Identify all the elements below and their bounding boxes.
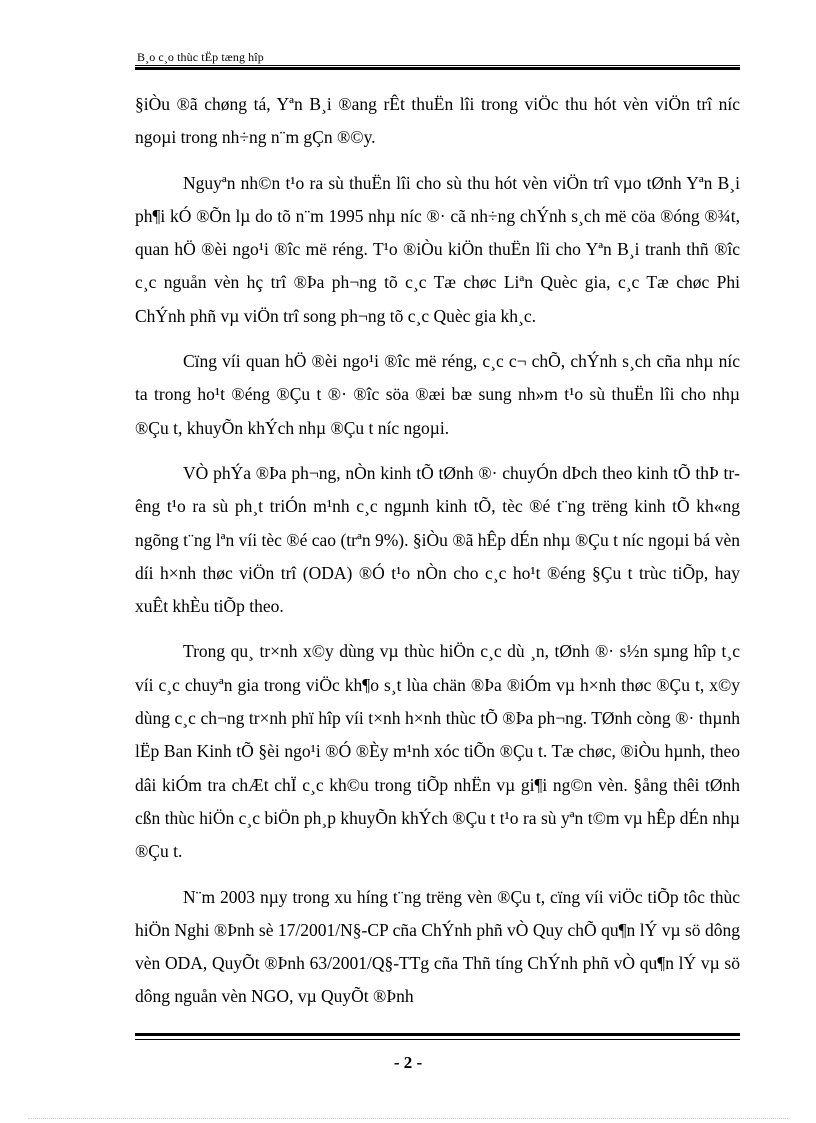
footer-rule-thin bbox=[135, 1039, 740, 1040]
paragraph: §iÒu ®ã chøng tá, Yªn B¸i ®ang rÊt thuËn lîi trong viÖc thu hót vèn viÖn trî níc ngoµi trong nh÷ng n¨m gÇn ®©y. bbox=[135, 94, 740, 148]
running-header: B¸o c¸o thùc tËp tæng hîp bbox=[137, 50, 264, 64]
body-text bbox=[135, 88, 740, 1026]
paragraph: Nguyªn nh©n t¹o ra sù thuËn lîi cho sù thu hót vèn viÖn trî vµo tØnh Yªn B¸i ph¶i kÓ ®Õn lµ do tõ n¨m 1995 nhµ níc ®· cã nh÷ng chÝnh s¸ch më cöa ®óng ®¾t, quan hÖ ®èi ngo¹i ®îc më réng. T¹o ®iÒu kiÖn thuËn lîi cho Yªn B¸i tranh thñ ®îc c¸c nguån vèn hç trî ®Þa ph¬ng tõ c¸c Tæ chøc Liªn Quèc gia, c¸c Tæ chøc Phi ChÝnh phñ vµ viÖn trî song ph¬ng tõ c¸c Quèc gia kh¸c. bbox=[135, 172, 740, 326]
paragraph: Cïng víi quan hÖ ®èi ngo¹i ®îc më réng, c¸c c¬ chÕ, chÝnh s¸ch cña nhµ níc ta trong ho¹t ®éng ®Çu t ®· ®îc söa ®æi bæ sung nh»m t¹o sù thuËn lîi cho nhµ ®Çu t, khuyÕn khÝch nhµ ®Çu t níc ngoµi. bbox=[135, 351, 740, 438]
footer-rule-thick bbox=[135, 1033, 740, 1036]
paragraph: VÒ phÝa ®Þa ph¬ng, nÒn kinh tÕ tØnh ®· chuyÓn dÞch theo kinh tÕ thÞ trêng t¹o ra sù ph¸t triÓn m¹nh c¸c ngµnh kinh tÕ, tèc ®é t¨ng trëng kinh tÕ kh«ng ngõng t¨ng lªn víi tèc ®é cao (trªn 9%). §iÒu ®ã hÊp dÉn nhµ ®Çu t níc ngoµi bá vèn díi h×nh thøc viÖn trî (ODA) ®Ó t¹o nÒn cho c¸c ho¹t ®éng §Çu t trùc tiÕp, hay xuÊt khÈu tiÕp theo. bbox=[135, 462, 740, 617]
paragraph: N¨m 2003 nµy trong xu híng t¨ng trëng vèn ®Çu t, cïng víi viÖc tiÕp tôc thùc hiÖn Nghi ®Þnh sè 17/2001/N§-CP cña ChÝnh phñ vÒ Quy chÕ qu¶n lÝ vµ sö dông vèn ODA, QuyÕt ®Þnh 63/2001/Q§-TTg cña Thñ tíng ChÝnh phñ vÒ qu¶n lÝ vµ sö dông nguån vèn NGO, vµ QuyÕt ®Þnh bbox=[135, 886, 740, 1007]
header-rule-thick bbox=[135, 67, 740, 70]
page-number: - 2 - bbox=[393, 1053, 423, 1072]
paragraph: Trong qu¸ tr×nh x©y dùng vµ thùc hiÖn c¸c dù ¸n, tØnh ®· s½n sµng hîp t¸c víi c¸c chuyªn gia trong viÖc kh¶o s¸t lùa chän ®Þa ®iÓm vµ h×nh thøc ®Çu t, x©y dùng c¸c ch¬ng tr×nh phï hîp víi t×nh h×nh thùc tÕ ®Þa ph¬ng. TØnh còng ®· thµnh lËp Ban Kinh tÕ §èi ngo¹i ®Ó ®Èy m¹nh xóc tiÕn ®Çu t. Tæ chøc, ®iÒu hµnh, theo dâi kiÓm tra chÆt chÏ c¸c kh©u trong tiÕp nhËn vµ gi¶i ng©n vèn. §ång thêi tØnh cßn thùc hiÖn c¸c biÖn ph¸p khuyÕn khÝch ®Çu t t¹o ra sù yªn t©m vµ hÊp dÉn nhµ ®Çu t. bbox=[135, 641, 740, 862]
header-rule-thin bbox=[135, 65, 740, 66]
page-edge-divider bbox=[28, 1118, 788, 1119]
